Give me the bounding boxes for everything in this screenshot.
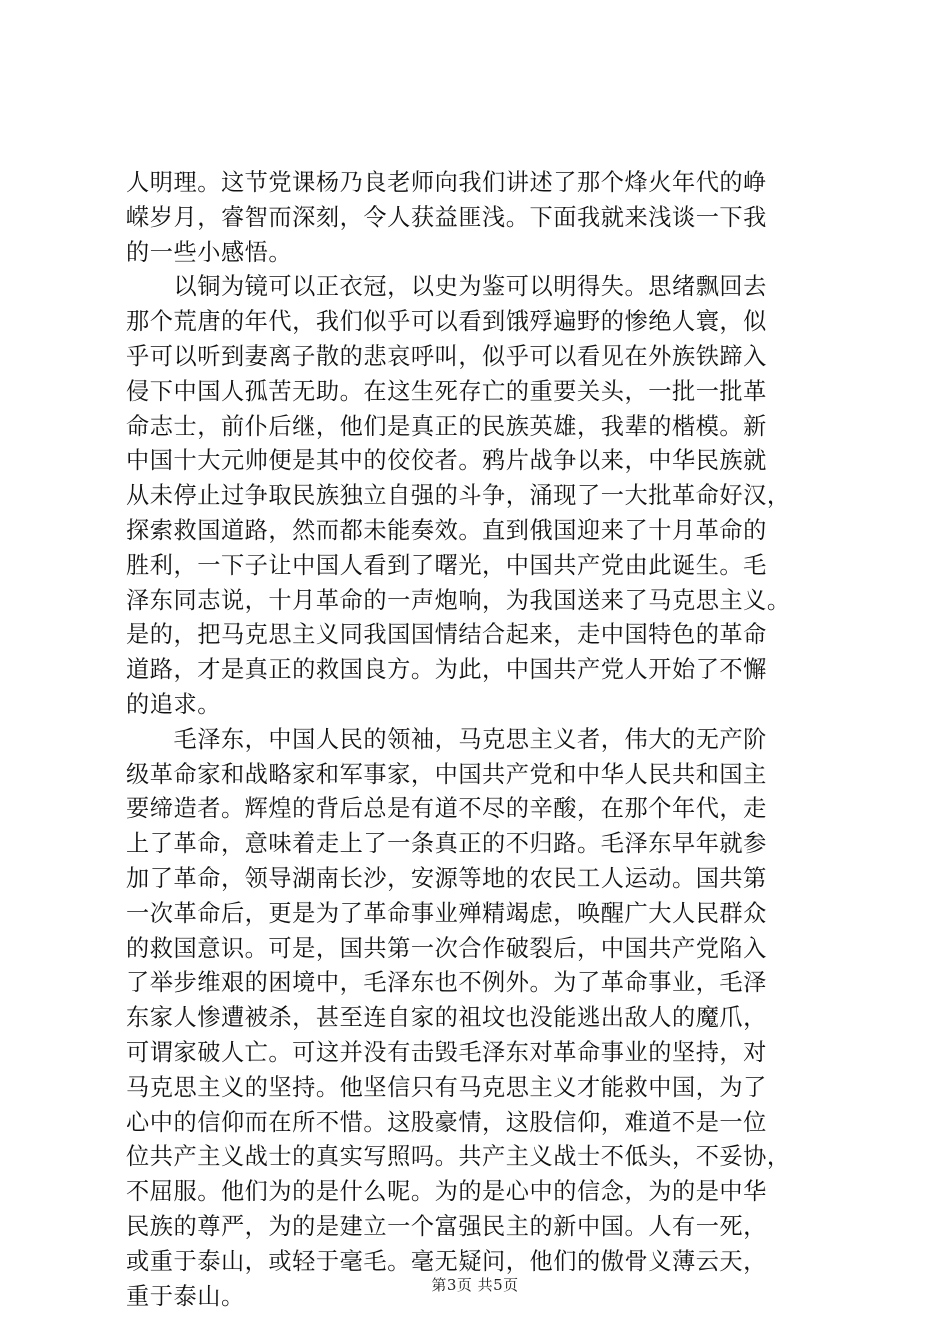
body-text <box>126 166 826 1314</box>
text-line: 一次革命后，更是为了革命事业殚精竭虑，唤醒广大人民群众 <box>126 899 767 927</box>
text-line: 命志士，前仆后继，他们是真正的民族英雄，我辈的楷模。新 <box>126 412 767 440</box>
text-line: 的追求。 <box>126 690 221 718</box>
text-line: 以铜为镜可以正衣冠，以史为鉴可以明得失。思绪飘回去 <box>126 273 767 301</box>
text-line: 毛泽东，中国人民的领袖，马克思主义者，伟大的无产阶 <box>126 725 767 753</box>
text-line: 的救国意识。可是，国共第一次合作破裂后，中国共产党陷入 <box>126 934 767 962</box>
text-line: 心中的信仰而在所不惜。这股豪情，这股信仰，难道不是一位 <box>126 1108 767 1136</box>
text-line: 是的，把马克思主义同我国国情结合起来，走中国特色的革命 <box>126 621 767 649</box>
text-line: 那个荒唐的年代，我们似乎可以看到饿殍遍野的惨绝人寰，似 <box>126 308 767 336</box>
text-line: 侵下中国人孤苦无助。在这生死存亡的重要关头，一批一批革 <box>126 377 767 405</box>
text-line: 可谓家破人亡。可这并没有击毁毛泽东对革命事业的坚持，对 <box>126 1038 767 1066</box>
text-line: 或重于泰山，或轻于毫毛。毫无疑问，他们的傲骨义薄云天， <box>126 1247 767 1275</box>
text-line: 泽东同志说，十月革命的一声炮响，为我国送来了马克思主义。 <box>126 586 791 614</box>
text-line: 级革命家和战略家和军事家，中国共产党和中华人民共和国主 <box>126 760 767 788</box>
text-line: 胜利，一下子让中国人看到了曙光，中国共产党由此诞生。毛 <box>126 551 767 579</box>
text-line: 道路，才是真正的救国良方。为此，中国共产党人开始了不懈 <box>126 656 767 684</box>
text-line: 中国十大元帅便是其中的佼佼者。鸦片战争以来，中华民族就 <box>126 447 767 475</box>
text-line: 不屈服。他们为的是什么呢。为的是心中的信念，为的是中华 <box>126 1178 767 1206</box>
text-line: 加了革命，领导湖南长沙，安源等地的农民工人运动。国共第 <box>126 864 767 892</box>
text-line: 要缔造者。辉煌的背后总是有道不尽的辛酸，在那个年代，走 <box>126 795 767 823</box>
text-line: 了举步维艰的困境中，毛泽东也不例外。为了革命事业，毛泽 <box>126 969 767 997</box>
text-line: 人明理。这节党课杨乃良老师向我们讲述了那个烽火年代的峥 <box>126 169 767 196</box>
text-line: 嵘岁月，睿智而深刻，令人获益匪浅。下面我就来浅谈一下我 <box>126 203 767 231</box>
text-line: 民族的尊严，为的是建立一个富强民主的新中国。人有一死， <box>126 1212 767 1240</box>
text-line: 马克思主义的坚持。他坚信只有马克思主义才能救中国，为了 <box>126 1073 767 1101</box>
text-line: 上了革命，意味着走上了一条真正的不归路。毛泽东早年就参 <box>126 830 767 858</box>
text-line: 乎可以听到妻离子散的悲哀呼叫，似乎可以看见在外族铁蹄入 <box>126 342 767 370</box>
text-line: 重于泰山。 <box>126 1282 245 1310</box>
text-line: 从未停止过争取民族独立自强的斗争，涌现了一大批革命好汉， <box>126 482 791 510</box>
text-line: 的一些小感悟。 <box>126 238 293 266</box>
page-number-footer: 第3页 共5页 <box>431 1276 519 1294</box>
text-line: 东家人惨遭被杀，甚至连自家的祖坟也没能逃出敌人的魔爪， <box>126 1004 767 1032</box>
text-line: 探索救国道路，然而都未能奏效。直到俄国迎来了十月革命的 <box>126 516 767 544</box>
text-line: 位共产主义战士的真实写照吗。共产主义战士不低头，不妥协， <box>126 1143 791 1171</box>
